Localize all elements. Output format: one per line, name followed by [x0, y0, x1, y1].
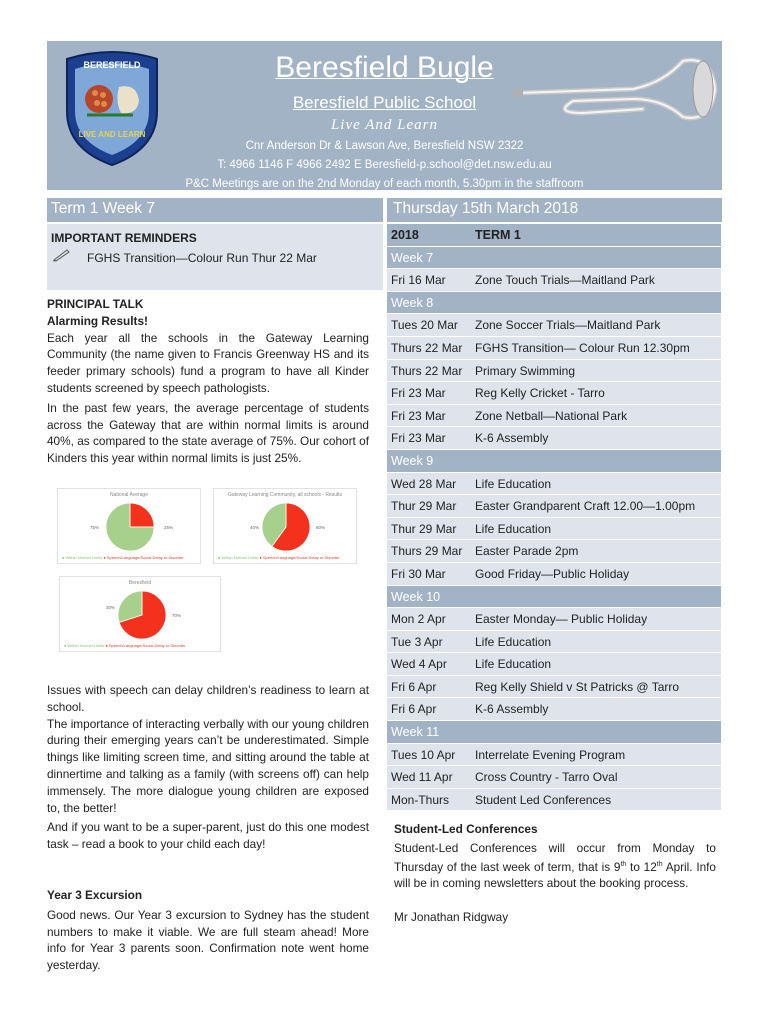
event-description: FGHS Transition— Colour Run 12.30pm: [475, 340, 690, 355]
calendar-event-row: [387, 563, 721, 586]
newsletter-title: Beresfield Bugle: [275, 51, 494, 84]
chart-title: Gateway Learning Community, all schools - Results: [227, 492, 343, 498]
legend-within: ● Within Normal Limits: [64, 643, 105, 648]
chart-title: National Average: [110, 492, 148, 498]
masthead: [47, 41, 722, 190]
conferences-heading: Student-Led Conferences: [394, 822, 538, 836]
event-description: K-6 Assembly: [475, 702, 549, 717]
legend-within: ● Within Normal Limits: [62, 555, 103, 560]
calendar-event-row: [387, 540, 721, 563]
week-label: Week 9: [391, 453, 434, 468]
event-date: Fri 23 Mar: [391, 408, 446, 423]
event-description: Student Led Conferences: [475, 792, 612, 807]
principal-paragraph: The importance of interacting verbally with our young children during their emerging years can’t be underestimated. Simple things like limiting screen time, and sitting around the table at dinnertime and talking as a family (with screens off) can help immensely. The more dialogue young children are exposed to, the better!: [47, 716, 369, 815]
pie-slice-delay: [130, 503, 154, 527]
event-date: Thurs 29 Mar: [391, 544, 463, 559]
issue-date: Thursday 15th March 2018: [393, 200, 579, 217]
event-date: Wed 4 Apr: [391, 657, 447, 672]
event-description: Primary Swimming: [475, 363, 576, 378]
year3-excursion: [47, 887, 369, 974]
event-date: Wed 28 Mar: [391, 476, 457, 491]
pie-national: [104, 501, 156, 553]
event-description: Good Friday—Public Holiday: [475, 566, 630, 581]
reminder-item: FGHS Transition—Colour Run Thur 22 Mar: [87, 251, 317, 265]
principal-subheading: Alarming Results!: [47, 313, 148, 328]
excursion-heading: Year 3 Excursion: [47, 888, 143, 902]
calendar-term: TERM 1: [475, 228, 521, 242]
calendar-event-row: [387, 766, 721, 789]
calendar-event-row: [387, 631, 721, 654]
event-date: Tue 3 Apr: [391, 634, 443, 649]
pie-label-delay: 25%: [164, 525, 174, 530]
event-description: Zone Touch Trials—Maitland Park: [475, 273, 655, 288]
conferences-text: to 12: [626, 859, 657, 874]
event-description: Interrelate Evening Program: [475, 747, 626, 762]
pie-label-within: 75%: [90, 525, 100, 530]
pie-label-delay: 70%: [172, 613, 182, 618]
term-calendar: [387, 224, 721, 811]
term-week-bar: [47, 198, 383, 222]
event-date: Fri 6 Apr: [391, 679, 437, 694]
chart-legend: [64, 643, 216, 648]
week-label: Week 10: [391, 589, 441, 604]
principal-paragraph: And if you want to be a super-parent, just do this one modest task – read a book to your child each day!: [47, 820, 369, 852]
svg-text:BERESFIELD: BERESFIELD: [83, 60, 141, 70]
calendar-event-row: [387, 269, 721, 292]
legend-delay: ● Speech/Language/Social Delay or Disorder: [103, 555, 184, 560]
event-date: Mon 2 Apr: [391, 612, 446, 627]
legend-delay: ● Speech/Language/Social Delay or Disorder: [105, 643, 186, 648]
calendar-event-row: [387, 608, 721, 631]
calendar-event-row: [387, 495, 721, 518]
important-reminders-box: [47, 224, 383, 290]
event-date: Fri 6 Apr: [391, 702, 437, 717]
calendar-event-row: [387, 427, 721, 450]
principal-paragraph: Each year all the schools in the Gateway Learning Community (the name given to Francis Greenway HS and its feeder primary schools) fund a program to have all Kinder students screened by speech pathologists.: [47, 330, 369, 395]
pie-label-within: 40%: [250, 525, 260, 530]
event-date: Thur 29 Mar: [391, 521, 457, 536]
event-description: Zone Soccer Trials—Maitland Park: [475, 318, 661, 333]
school-address: Cnr Anderson Dr & Lawson Ave, Beresfield NSW 2322: [245, 140, 524, 152]
pie-label-within: 30%: [106, 605, 116, 610]
pie-gateway: [260, 501, 312, 553]
event-date: Tues 20 Mar: [391, 318, 458, 333]
calendar-year: 2018: [391, 228, 419, 242]
school-name: Beresfield Public School: [292, 93, 477, 112]
calendar-week-row: [387, 247, 721, 270]
event-date: Fri 23 Mar: [391, 431, 446, 446]
principal-heading: PRINCIPAL TALK: [47, 297, 144, 311]
pen-icon: [52, 248, 70, 262]
calendar-event-row: [387, 744, 721, 767]
calendar-event-row: [387, 360, 721, 383]
calendar-week-row: [387, 292, 721, 315]
event-description: Easter Grandparent Craft 12.00—1.00pm: [475, 499, 696, 514]
event-date: Thur 29 Mar: [391, 499, 457, 514]
conferences-text: April. Info will be in coming newsletters about the booking process.: [394, 859, 716, 891]
event-date: Tues 10 Apr: [391, 747, 456, 762]
calendar-event-row: [387, 382, 721, 405]
calendar-event-row: [387, 518, 721, 541]
signoff: Mr Jonathan Ridgway: [394, 910, 509, 925]
chart-national: [57, 488, 201, 564]
principal-paragraph: In the past few years, the average percentage of students across the Gateway that are within normal limits is around 40%, as compared to the state average of 75%. Our cohort of Kinders this year within normal limits is just 25%.: [47, 400, 369, 466]
event-date: Mon-Thurs: [391, 792, 450, 807]
calendar-week-row: [387, 450, 721, 473]
school-motto: Live And Learn: [330, 117, 439, 133]
conferences-text: Student-Led Conferences will occur from Monday to Thursday of the last week of term, that is 9: [394, 840, 716, 874]
pie-label-delay: 60%: [316, 525, 326, 530]
chart-title: Beresfield: [128, 580, 152, 586]
calendar-event-row: [387, 653, 721, 676]
speech-results-charts: [47, 486, 369, 656]
chart-legend: [62, 555, 197, 560]
event-description: Reg Kelly Shield v St Patricks @ Tarro: [475, 679, 680, 694]
calendar-week-row: [387, 721, 721, 744]
week-label: Week 11: [391, 725, 440, 740]
excursion-body: Good news. Our Year 3 excursion to Sydney has the student numbers to make it viable. We are full steam ahead! More info for Year 3 parents soon. Confirmation note went home yesterday.: [47, 907, 369, 973]
event-description: K-6 Assembly: [475, 431, 549, 446]
event-description: Life Education: [475, 657, 552, 672]
event-description: Easter Parade 2pm: [475, 544, 579, 559]
event-description: Cross Country - Tarro Oval: [475, 770, 618, 785]
legend-delay: ● Speech/Language/Social Delay or Disorder: [259, 555, 340, 560]
principal-talk: [47, 296, 369, 467]
event-date: Thurs 22 Mar: [391, 363, 463, 378]
week-label: Week 8: [391, 295, 434, 310]
principal-paragraph: Issues with speech can delay children’s readiness to learn at school.: [47, 683, 369, 714]
event-date: Wed 11 Apr: [391, 770, 453, 785]
calendar-week-row: [387, 586, 721, 609]
event-description: Reg Kelly Cricket - Tarro: [475, 386, 605, 401]
event-date: Fri 30 Mar: [391, 566, 446, 581]
conferences-body: [394, 840, 716, 892]
calendar-header: [387, 224, 721, 247]
event-date: Fri 16 Mar: [391, 273, 446, 288]
date-bar: [387, 198, 722, 222]
calendar-event-row: [387, 698, 721, 721]
event-date: Fri 23 Mar: [391, 386, 446, 401]
svg-text:LIVE AND LEARN: LIVE AND LEARN: [78, 130, 146, 139]
student-led-conferences: [394, 821, 716, 926]
calendar-event-row: [387, 789, 721, 812]
reminders-heading: IMPORTANT REMINDERS: [51, 231, 197, 245]
pie-beresfield: [116, 589, 168, 641]
ordinal-suffix: th: [620, 860, 627, 868]
chart-legend: [218, 555, 353, 560]
event-date: Thurs 22 Mar: [391, 340, 463, 355]
event-description: Life Education: [475, 476, 552, 491]
pc-meetings-note: P&C Meetings are on the 2nd Monday of each month, 5.30pm in the staffroom: [185, 178, 584, 190]
principal-talk-continued: [47, 682, 369, 853]
event-description: Life Education: [475, 634, 552, 649]
school-contact: T: 4966 1146 F 4966 2492 E Beresfield-p.school@det.nsw.edu.au: [217, 159, 552, 171]
calendar-event-row: [387, 676, 721, 699]
chart-beresfield: [59, 576, 221, 652]
week-label: Week 7: [391, 250, 434, 265]
legend-within: ● Within Normal Limits: [218, 555, 259, 560]
ordinal-suffix: th: [656, 860, 663, 868]
calendar-event-row: [387, 337, 721, 360]
event-description: Easter Monday— Public Holiday: [475, 612, 648, 627]
calendar-event-row: [387, 405, 721, 428]
calendar-event-row: [387, 473, 721, 496]
calendar-event-row: [387, 314, 721, 337]
term-week-label: Term 1 Week 7: [51, 200, 155, 217]
event-description: Zone Netball—National Park: [475, 408, 628, 423]
chart-gateway: [213, 488, 357, 564]
event-description: Life Education: [475, 521, 552, 536]
